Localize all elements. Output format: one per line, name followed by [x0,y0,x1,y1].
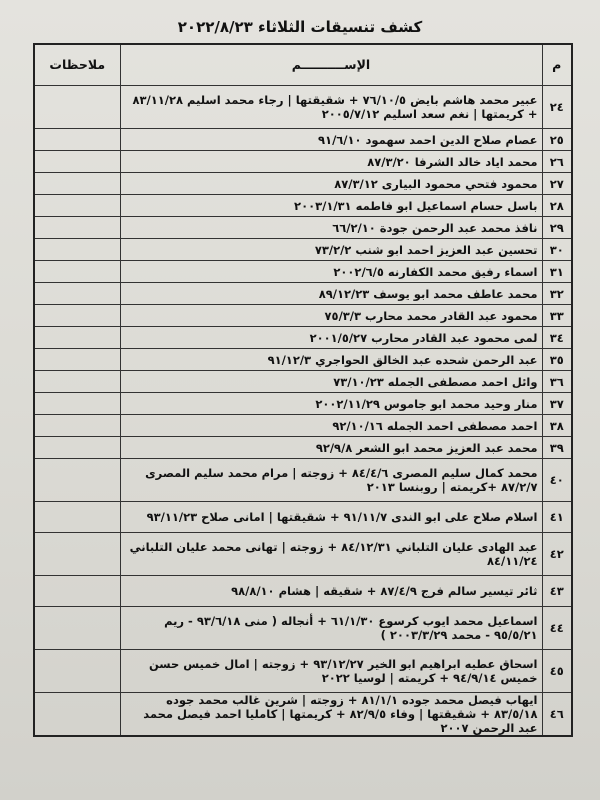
row-number: ٢٧ [542,173,572,195]
row-name: محمود عبد القادر محمد محارب ٧٥/٣/٣ [120,305,542,327]
table-row [34,607,572,650]
table-row [34,533,572,576]
header-notes: ملاحظات [34,44,120,86]
row-name: نافذ محمد عبد الرحمن جودة ٦٦/٢/١٠ [120,217,542,239]
row-notes [34,693,120,737]
row-number: ٣٣ [542,305,572,327]
row-notes [34,393,120,415]
table-row [34,393,572,415]
row-notes [34,533,120,576]
table-row [34,650,572,693]
row-notes [34,195,120,217]
row-notes [34,349,120,371]
row-name: اسحاق عطيه ابراهيم ابو الخير ٩٣/١٢/٢٧ + زوجته | امال خميس حسن خميس ٩٤/٩/١٤ + كريمته | لوسيا ٢٠٢٢ [120,650,542,693]
row-number: ٣٠ [542,239,572,261]
row-notes [34,261,120,283]
row-notes [34,217,120,239]
row-number: ٤٦ [542,693,572,737]
table-row [34,86,572,129]
row-name: عبد الرحمن شحده عبد الخالق الحواجري ٩١/١٢/٣ [120,349,542,371]
row-name: عبير محمد هاشم بايض ٧٦/١٠/٥ + شقيقتها | رجاء محمد اسليم ٨٣/١١/٢٨ + كريمتها | نغم سعد اسليم ٢٠٠٥/٧/١٢ [120,86,542,129]
row-number: ٢٦ [542,151,572,173]
row-notes [34,650,120,693]
table-row [34,502,572,533]
table-row [34,437,572,459]
row-notes [34,502,120,533]
row-name: محمود فتحي محمود البيارى ٨٧/٣/١٢ [120,173,542,195]
row-name: اسماء رفيق محمد الكفارنه ٢٠٠٢/٦/٥ [120,261,542,283]
row-notes [34,129,120,151]
names-table [33,43,573,737]
table-row [34,173,572,195]
row-name: احمد مصطفى احمد الجمله ٩٢/١٠/١٦ [120,415,542,437]
row-number: ٣٧ [542,393,572,415]
table-row [34,693,572,737]
row-name: محمد عبد العزيز محمد ابو الشعر ٩٢/٩/٨ [120,437,542,459]
row-number: ٢٩ [542,217,572,239]
row-name: اسلام صلاح على ابو الندى ٩١/١١/٧ + شقيقتها | امانى صلاح ٩٣/١١/٢٣ [120,502,542,533]
table-header-row [34,44,572,86]
table-row [34,217,572,239]
header-name: الإســــــــــم [120,44,542,86]
table-row [34,283,572,305]
row-notes [34,437,120,459]
row-number: ٣١ [542,261,572,283]
row-notes [34,607,120,650]
table-row [34,459,572,502]
row-number: ٣٨ [542,415,572,437]
row-notes [34,371,120,393]
row-name: ثائر تيسير سالم فرج ٨٧/٤/٩ + شقيقه | هشام ٩٨/٨/١٠ [120,576,542,607]
row-number: ٤٤ [542,607,572,650]
row-notes [34,239,120,261]
row-notes [34,283,120,305]
row-notes [34,459,120,502]
row-number: ٤٣ [542,576,572,607]
row-number: ٢٥ [542,129,572,151]
row-name: منار وحيد محمد ابو جاموس ٢٠٠٢/١١/٢٩ [120,393,542,415]
row-number: ٣٢ [542,283,572,305]
row-name: محمد اياد خالد الشرفا ٨٧/٣/٢٠ [120,151,542,173]
table-row [34,151,572,173]
row-name: محمد عاطف محمد ابو يوسف ٨٩/١٢/٢٣ [120,283,542,305]
row-number: ٤٥ [542,650,572,693]
table-row [34,576,572,607]
row-number: ٣٥ [542,349,572,371]
table-row [34,195,572,217]
row-name: وائل احمد مصطفى الجمله ٧٣/١٠/٢٣ [120,371,542,393]
row-number: ٤٠ [542,459,572,502]
row-number: ٤٢ [542,533,572,576]
row-name: عصام صلاح الدين احمد سهمود ٩١/٦/١٠ [120,129,542,151]
row-notes [34,415,120,437]
row-number: ٤١ [542,502,572,533]
table-row [34,327,572,349]
header-number: م [542,44,572,86]
row-name: باسل حسام اسماعيل ابو فاطمه ٢٠٠٣/١/٣١ [120,195,542,217]
document-title: كشف تنسيقات الثلاثاء ٢٠٢٢/٨/٢٣ [177,18,423,36]
row-name: ايهاب فيصل محمد جوده ٨١/١/١ + زوجته | شرين غالب محمد جوده ٨٣/٥/١٨ + شقيقتها | وفاء ٨٢/٩/٥ + كريمتها | كامليا احمد فيصل محمد عبد الرحمن ٢٠٠٧ [120,693,542,737]
table-row [34,261,572,283]
row-name: لمى محمود عبد القادر محارب ٢٠٠١/٥/٢٧ [120,327,542,349]
table-row [34,349,572,371]
row-notes [34,305,120,327]
table-row [34,305,572,327]
row-number: ٣٤ [542,327,572,349]
row-number: ٢٨ [542,195,572,217]
row-notes [34,86,120,129]
row-notes [34,576,120,607]
table-row [34,371,572,393]
row-number: ٢٤ [542,86,572,129]
row-number: ٣٦ [542,371,572,393]
table-row [34,415,572,437]
row-notes [34,151,120,173]
row-name: اسماعيل محمد ايوب كرسوع ٦١/١/٣٠ + أنجاله ( منى ٩٣/٦/١٨ - ريم ٩٥/٥/٢١ - محمد ٢٠٠٣/٣/٢٩ ) [120,607,542,650]
row-name: تحسين عبد العزيز احمد ابو شنب ٧٣/٢/٢ [120,239,542,261]
row-notes [34,173,120,195]
row-number: ٣٩ [542,437,572,459]
table-row [34,239,572,261]
table-row [34,129,572,151]
row-name: محمد كمال سليم المصرى ٨٤/٤/٦ + زوجته | مرام محمد سليم المصرى ٨٧/٢/٧ +كريمته | روبنسا ٢٠١٣ [120,459,542,502]
row-name: عبد الهادى عليان التلباني ٨٤/١٢/٣١ + زوجته | تهانى محمد عليان التلباني ٨٤/١١/٢٤ [120,533,542,576]
row-notes [34,327,120,349]
